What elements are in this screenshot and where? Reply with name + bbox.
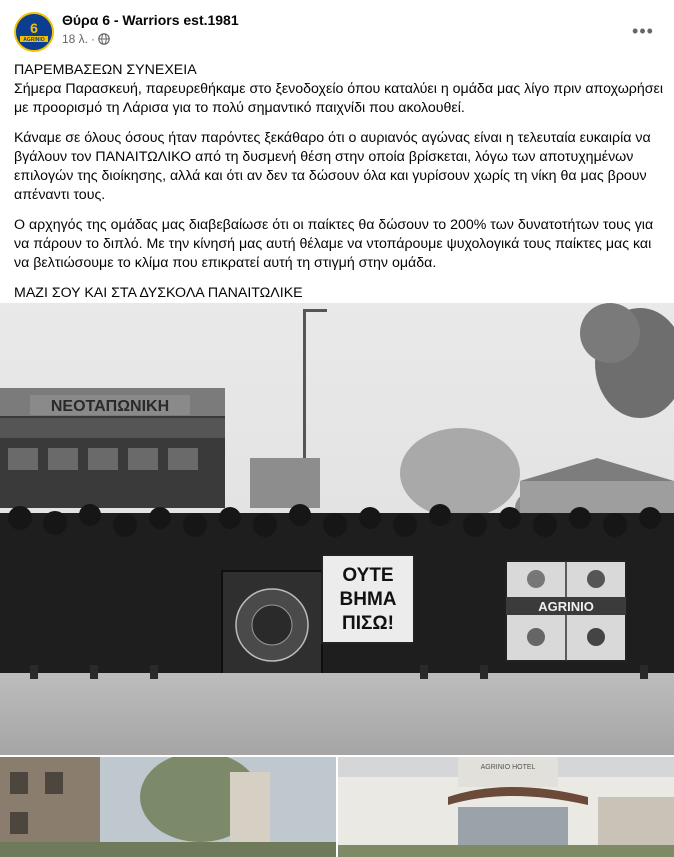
banner-agrinio-text: AGRINIO <box>538 599 594 614</box>
post-paragraph: Κάναμε σε όλους όσους ήταν παρόντες ξεκάθαρο ότι ο αυριανός αγώνας είναι η τελευταία ευκαιρία να βγάλουν τον ΠΑΝΑΙΤΩΛΙΚΟ από τη δυσμενή θέση στην οποία βρίσκεται, λόγω των αποτυχημένων επιλογών της διοίκησης, αλλά και ότι αν δεν τα δώσουν όλα και γυρίσουν χωρίς τη νίκη θα μας βρουν απέναντι τους. <box>14 130 651 203</box>
post-main-photo[interactable] <box>0 303 674 755</box>
post-time-link[interactable]: 18 λ. <box>62 32 89 46</box>
more-options-button[interactable] <box>626 14 660 48</box>
building-sign: ΝΕΟΤΑΠΩΝΙΚΗ <box>50 398 170 415</box>
post-line: Σήμερα Παρασκευή, παρευρεθήκαμε στο ξενοδοχείο όπου καταλύει η ομάδα μας λίγο πριν αποχωρήσει με προορισμό τη Λάρισα για το πολύ σημαντικό παιχνίδι που ακολουθεί. <box>14 81 663 116</box>
photo-thumbnails <box>0 757 674 857</box>
banner-line-3: ΠΙΣΩ! <box>342 613 394 634</box>
thumbnail-photo-2[interactable] <box>338 757 674 857</box>
post-paragraph: Ο αρχηγός της ομάδας μας διαβεβαίωσε ότι οι παίκτες θα δώσουν το 200% των δυνατοτήτων τους για να πάρουν το διπλό. Με την κίνησή μας αυτή θέλαμε να ντοπάρουμε ψυχολογικά τους παίκτες μας και να βελτιώσουμε το κλίμα που επικρατεί αυτή τη στιγμή στην ομάδα. <box>14 217 654 271</box>
meta-separator: · <box>91 32 96 46</box>
agrinio-logo-icon <box>16 14 52 50</box>
post-message <box>14 61 664 314</box>
banner-line-1: ΟΥΤΕ <box>342 565 394 586</box>
globe-icon[interactable] <box>98 33 110 45</box>
banner-line-2: ΒΗΜΑ <box>339 589 397 610</box>
page-name-link[interactable]: Θύρα 6 - Warriors est.1981 <box>62 12 239 28</box>
post-meta <box>62 32 110 46</box>
more-horizontal-icon: ••• <box>632 20 654 41</box>
fans-photo-image <box>0 303 674 755</box>
hotel-photo-image <box>338 757 674 857</box>
hotel-sign: AGRINIO HOTEL <box>480 764 536 771</box>
svg-text:AGRINIO: AGRINIO <box>23 37 45 43</box>
post-paragraph: ΜΑΖΙ ΣΟΥ ΚΑΙ ΣΤΑ ΔΥΣΚΟΛΑ ΠΑΝΑΙΤΩΛΙΚΕ <box>14 285 303 301</box>
post-paragraph <box>14 61 664 118</box>
thumbnail-photo-1[interactable] <box>0 757 336 857</box>
post-heading-line: ΠΑΡΕΜΒΑΣΕΩΝ ΣΥΝΕΧΕΙΑ <box>14 62 197 78</box>
page-avatar[interactable] <box>14 12 54 52</box>
svg-text:6: 6 <box>30 20 38 36</box>
street-photo-image <box>0 757 336 857</box>
post-header <box>0 0 674 60</box>
